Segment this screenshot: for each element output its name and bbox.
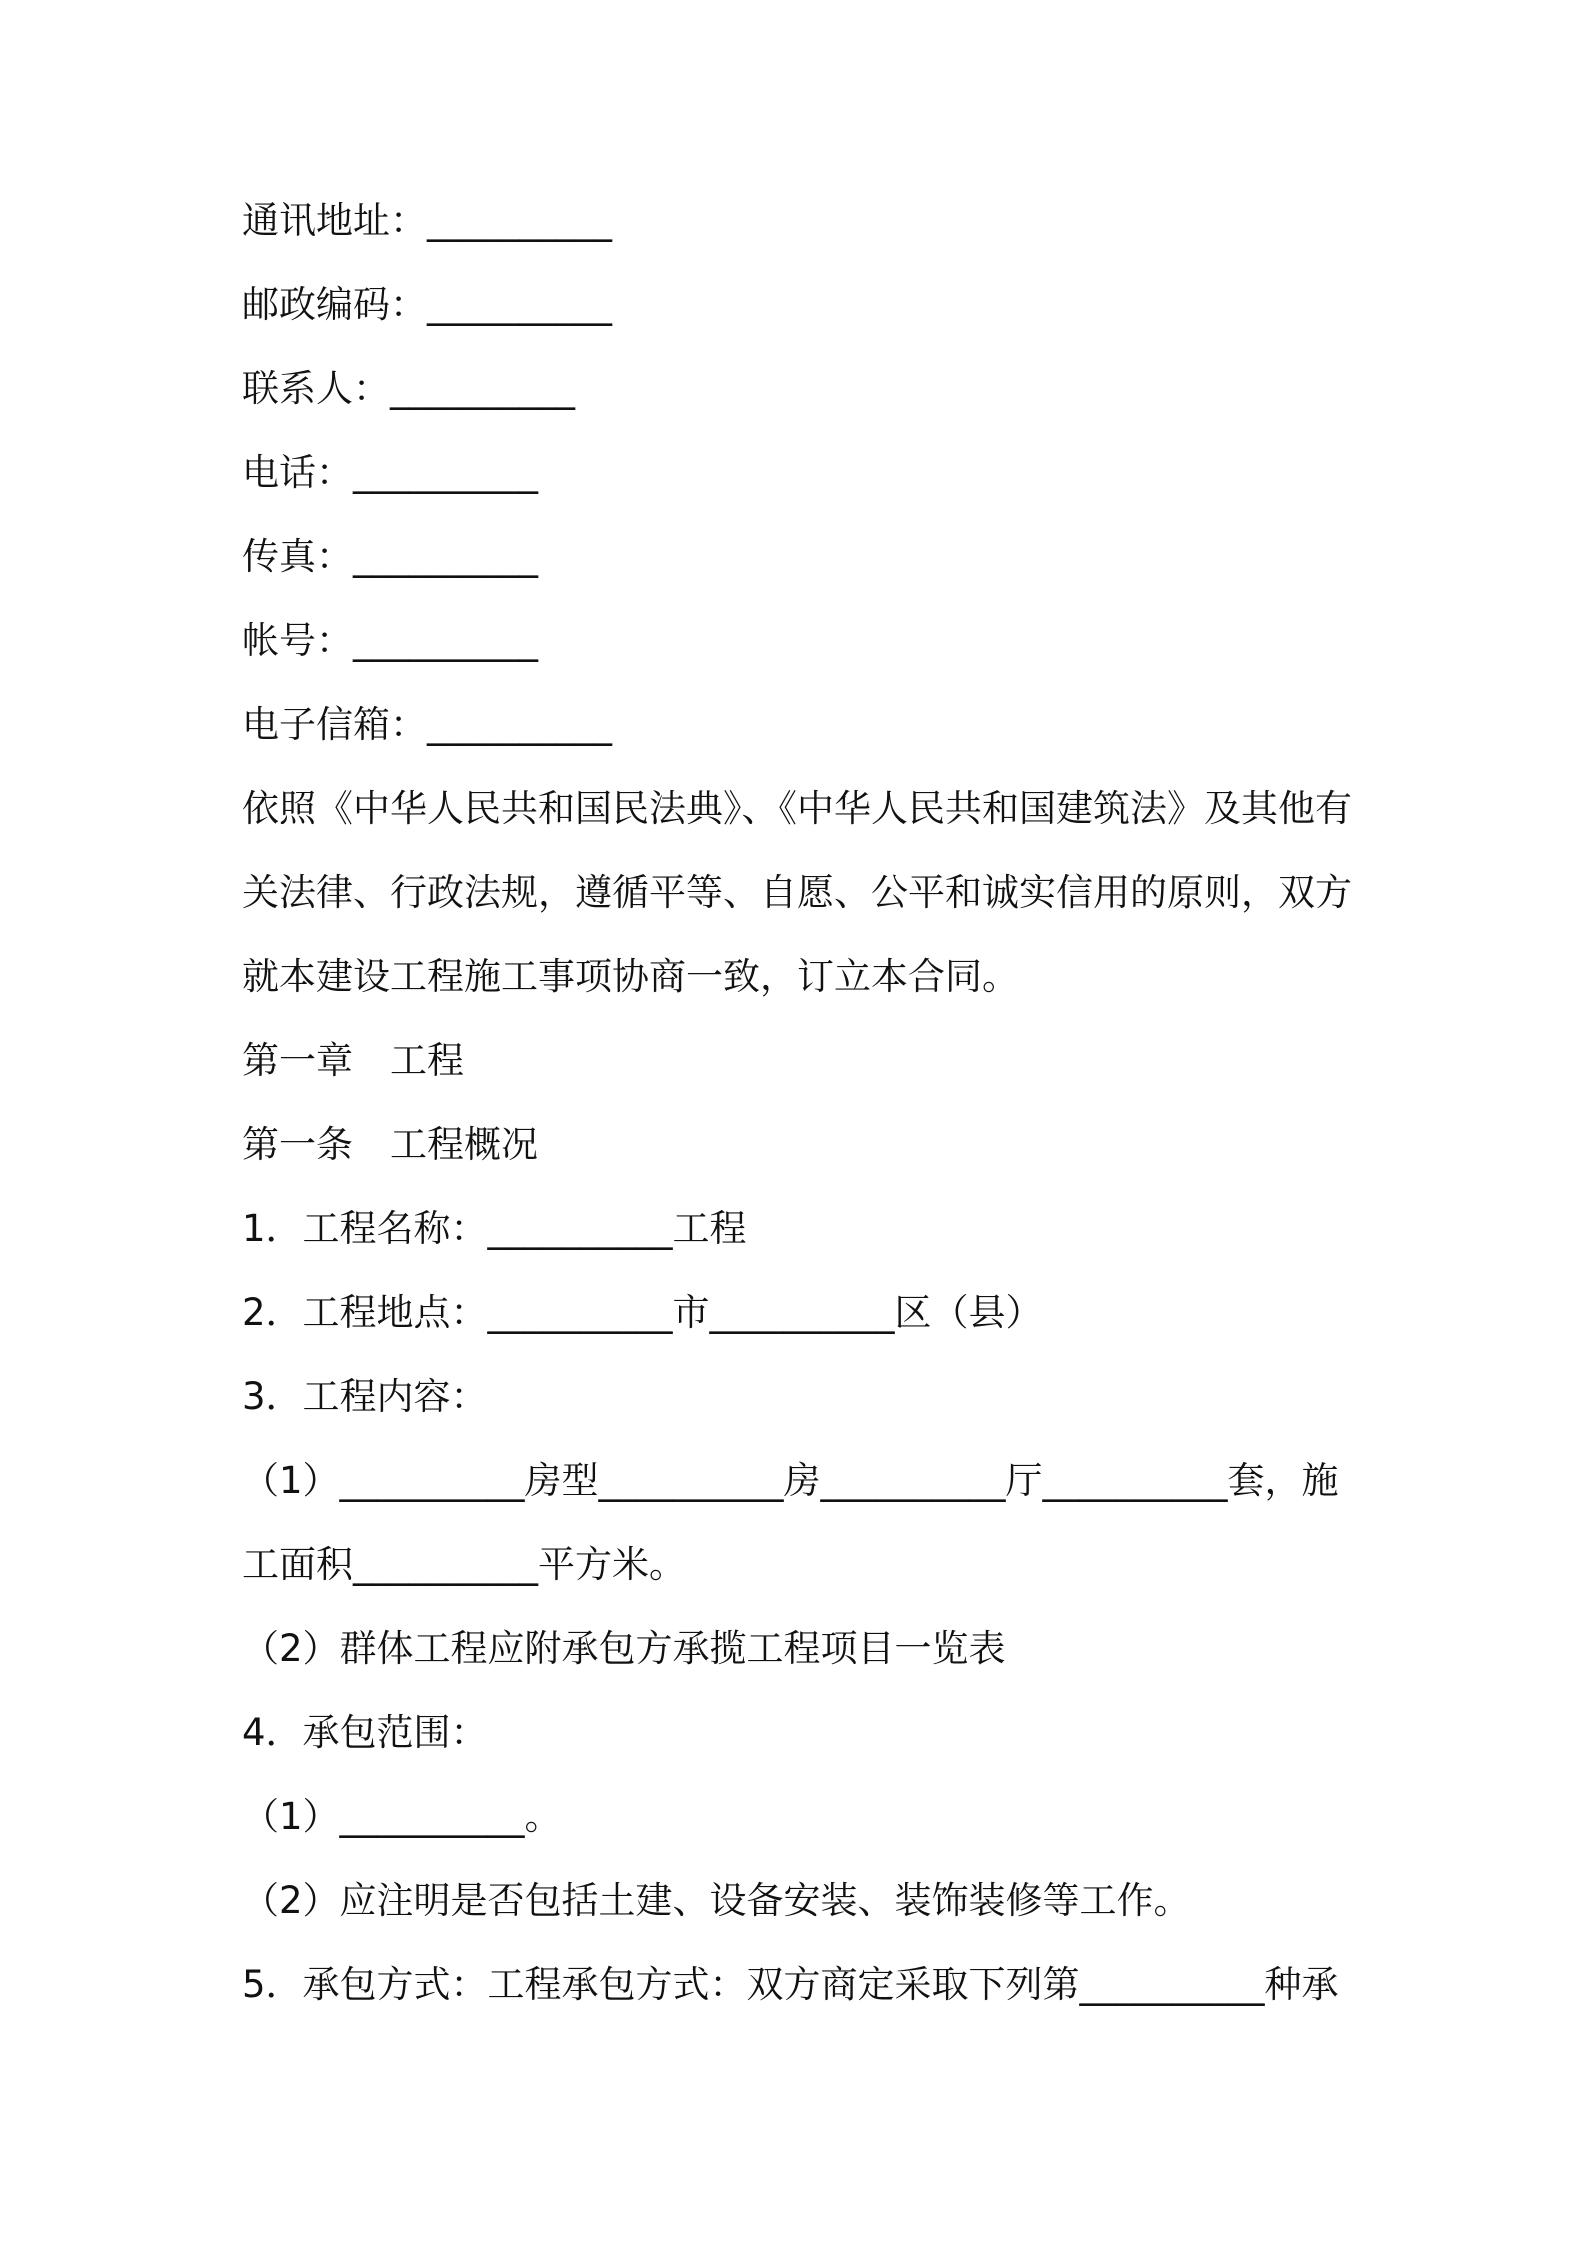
preamble-line-1: 依照《中华人民共和国民法典》、《中华人民共和国建筑法》及其他有 [242,787,1352,830]
postal-code-line: 邮政编码：__________ [242,283,612,326]
preamble-line-2: 关法律、行政法规，遵循平等、自愿、公平和诚实信用的原则，双方 [242,871,1352,914]
content-item-1-line-2: 工面积__________平方米。 [242,1543,686,1586]
phone-line: 电话：__________ [242,451,538,494]
project-content-line: 3．工程内容： [242,1375,488,1418]
content-item-2-line: （2）群体工程应附承包方承揽工程项目一览表 [242,1627,1006,1670]
preamble-line-3: 就本建设工程施工事项协商一致，订立本合同。 [242,955,1019,998]
fax-line: 传真：__________ [242,535,538,578]
article-heading: 第一条 工程概况 [242,1123,538,1166]
project-location-line: 2．工程地点：__________市__________区（县） [242,1291,1043,1334]
content-item-1-line-1: （1）__________房型__________房__________厅__________套，施 [242,1459,1339,1502]
chapter-heading: 第一章 工程 [242,1039,464,1082]
scope-item-1-line: （1）__________。 [242,1795,562,1838]
contact-person-line: 联系人：__________ [242,367,575,410]
scope-item-2-line: （2）应注明是否包括土建、设备安装、装饰装修等工作。 [242,1879,1191,1922]
contact-address-line: 通讯地址：__________ [242,199,612,242]
project-name-line: 1．工程名称：__________工程 [242,1207,747,1250]
contract-scope-line: 4．承包范围： [242,1711,488,1754]
contract-method-line: 5．承包方式：工程承包方式：双方商定采取下列第__________种承 [242,1963,1339,2006]
account-line: 帐号：__________ [242,619,538,662]
email-line: 电子信箱：__________ [242,703,612,746]
